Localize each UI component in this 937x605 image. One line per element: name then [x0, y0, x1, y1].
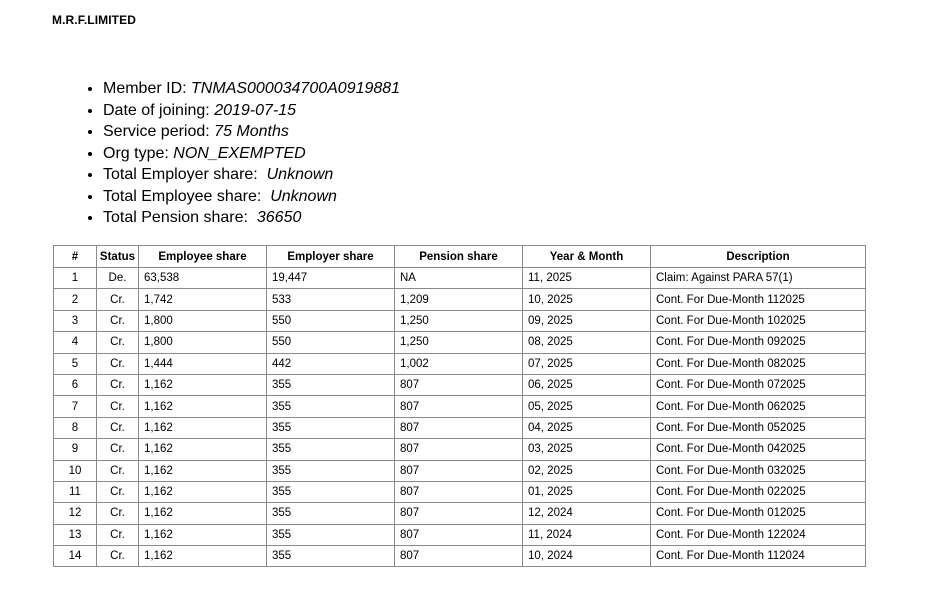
table-row: [54, 546, 866, 567]
cell-year-month: 10, 2024: [523, 546, 651, 567]
cell-year-month: 11, 2024: [523, 524, 651, 545]
cell-index: 7: [54, 396, 97, 417]
cell-description: Cont. For Due-Month 102025: [651, 310, 866, 331]
cell-employee-share: 1,162: [139, 396, 267, 417]
cell-employer-share: 355: [267, 396, 395, 417]
cell-pension-share: 807: [395, 417, 523, 438]
cell-year-month: 12, 2024: [523, 503, 651, 524]
cell-year-month: 02, 2025: [523, 460, 651, 481]
cell-employer-share: 355: [267, 439, 395, 460]
cell-status: Cr.: [97, 524, 139, 545]
cell-index: 3: [54, 310, 97, 331]
passbook-table: [53, 245, 866, 567]
cell-employee-share: 1,162: [139, 439, 267, 460]
cell-status: Cr.: [97, 481, 139, 502]
column-header-employee-share: Employee share: [139, 246, 267, 268]
cell-index: 8: [54, 417, 97, 438]
column-header-description: Description: [651, 246, 866, 268]
table-row: [54, 289, 866, 310]
cell-year-month: 01, 2025: [523, 481, 651, 502]
table-row: [54, 268, 866, 289]
cell-year-month: 07, 2025: [523, 353, 651, 374]
cell-status: Cr.: [97, 310, 139, 331]
cell-status: Cr.: [97, 417, 139, 438]
table-body: [54, 268, 866, 567]
column-header-status: Status: [97, 246, 139, 268]
table-row: [54, 332, 866, 353]
cell-pension-share: 1,209: [395, 289, 523, 310]
total-employer-share-item: [103, 164, 400, 186]
cell-status: Cr.: [97, 439, 139, 460]
cell-description: Cont. For Due-Month 022025: [651, 481, 866, 502]
cell-pension-share: NA: [395, 268, 523, 289]
cell-employee-share: 1,162: [139, 417, 267, 438]
cell-index: 6: [54, 374, 97, 395]
cell-employee-share: 63,538: [139, 268, 267, 289]
cell-employer-share: 19,447: [267, 268, 395, 289]
service-period-item: [103, 121, 400, 143]
cell-pension-share: 1,250: [395, 332, 523, 353]
cell-year-month: 08, 2025: [523, 332, 651, 353]
cell-employee-share: 1,162: [139, 460, 267, 481]
cell-description: Cont. For Due-Month 042025: [651, 439, 866, 460]
cell-employer-share: 442: [267, 353, 395, 374]
cell-status: Cr.: [97, 332, 139, 353]
cell-employer-share: 355: [267, 524, 395, 545]
member-details-list: [80, 78, 400, 229]
org-type-label: Org type:: [103, 144, 169, 162]
cell-year-month: 04, 2025: [523, 417, 651, 438]
cell-year-month: 10, 2025: [523, 289, 651, 310]
column-header-employer-share: Employer share: [267, 246, 395, 268]
date-of-joining-label: Date of joining:: [103, 101, 210, 119]
cell-pension-share: 807: [395, 439, 523, 460]
cell-pension-share: 807: [395, 396, 523, 417]
total-pension-share-value: 36650: [256, 209, 302, 226]
table-row: [54, 524, 866, 545]
cell-employee-share: 1,162: [139, 481, 267, 502]
cell-employee-share: 1,444: [139, 353, 267, 374]
cell-index: 12: [54, 503, 97, 524]
cell-employer-share: 550: [267, 332, 395, 353]
cell-index: 1: [54, 268, 97, 289]
service-period-value: 75 Months: [214, 123, 289, 140]
total-employer-share-value: Unknown: [266, 166, 334, 183]
cell-description: Cont. For Due-Month 092025: [651, 332, 866, 353]
cell-year-month: 05, 2025: [523, 396, 651, 417]
member-id-value: TNMAS000034700A0919881: [191, 80, 401, 97]
total-employee-share-item: [103, 186, 400, 208]
cell-index: 14: [54, 546, 97, 567]
cell-year-month: 03, 2025: [523, 439, 651, 460]
cell-description: Claim: Against PARA 57(1): [651, 268, 866, 289]
date-of-joining-item: [103, 100, 400, 122]
total-employer-share-label: Total Employer share:: [103, 166, 258, 183]
cell-status: Cr.: [97, 353, 139, 374]
cell-index: 2: [54, 289, 97, 310]
cell-description: Cont. For Due-Month 082025: [651, 353, 866, 374]
column-header-year-month: Year & Month: [523, 246, 651, 268]
table-row: [54, 374, 866, 395]
cell-description: Cont. For Due-Month 112024: [651, 546, 866, 567]
table-row: [54, 310, 866, 331]
cell-employee-share: 1,800: [139, 310, 267, 331]
cell-status: Cr.: [97, 396, 139, 417]
cell-year-month: 09, 2025: [523, 310, 651, 331]
table-row: [54, 417, 866, 438]
cell-index: 4: [54, 332, 97, 353]
cell-description: Cont. For Due-Month 122024: [651, 524, 866, 545]
cell-employer-share: 533: [267, 289, 395, 310]
cell-status: Cr.: [97, 503, 139, 524]
cell-employer-share: 550: [267, 310, 395, 331]
cell-description: Cont. For Due-Month 032025: [651, 460, 866, 481]
cell-employee-share: 1,162: [139, 524, 267, 545]
cell-employer-share: 355: [267, 460, 395, 481]
cell-status: Cr.: [97, 289, 139, 310]
cell-status: De.: [97, 268, 139, 289]
table-row: [54, 460, 866, 481]
table-row: [54, 439, 866, 460]
service-period-label: Service period:: [103, 123, 210, 140]
cell-employer-share: 355: [267, 417, 395, 438]
cell-index: 10: [54, 460, 97, 481]
company-name: M.R.F.LIMITED: [52, 13, 136, 27]
total-employee-share-value: Unknown: [270, 187, 337, 205]
column-header-index: #: [54, 246, 97, 268]
cell-pension-share: 807: [395, 524, 523, 545]
cell-employee-share: 1,162: [139, 546, 267, 567]
cell-index: 11: [54, 481, 97, 502]
cell-employee-share: 1,742: [139, 289, 267, 310]
cell-description: Cont. For Due-Month 062025: [651, 396, 866, 417]
total-pension-share-label: Total Pension share:: [103, 209, 248, 226]
cell-description: Cont. For Due-Month 112025: [651, 289, 866, 310]
cell-year-month: 06, 2025: [523, 374, 651, 395]
member-id-label: Member ID:: [103, 80, 187, 97]
cell-pension-share: 1,250: [395, 310, 523, 331]
cell-description: Cont. For Due-Month 072025: [651, 374, 866, 395]
cell-pension-share: 807: [395, 460, 523, 481]
cell-status: Cr.: [97, 546, 139, 567]
cell-description: Cont. For Due-Month 052025: [651, 417, 866, 438]
cell-pension-share: 807: [395, 481, 523, 502]
cell-employer-share: 355: [267, 546, 395, 567]
cell-index: 9: [54, 439, 97, 460]
cell-employer-share: 355: [267, 503, 395, 524]
cell-pension-share: 1,002: [395, 353, 523, 374]
org-type-item: [103, 143, 400, 165]
cell-description: Cont. For Due-Month 012025: [651, 503, 866, 524]
cell-index: 5: [54, 353, 97, 374]
cell-employer-share: 355: [267, 374, 395, 395]
cell-pension-share: 807: [395, 503, 523, 524]
cell-pension-share: 807: [395, 546, 523, 567]
table-header-row: [54, 246, 866, 268]
total-employee-share-label: Total Employee share:: [103, 187, 262, 205]
date-of-joining-value: 2019-07-15: [214, 101, 297, 119]
cell-employee-share: 1,800: [139, 332, 267, 353]
cell-pension-share: 807: [395, 374, 523, 395]
cell-employee-share: 1,162: [139, 374, 267, 395]
cell-status: Cr.: [97, 460, 139, 481]
cell-employer-share: 355: [267, 481, 395, 502]
cell-status: Cr.: [97, 374, 139, 395]
column-header-pension-share: Pension share: [395, 246, 523, 268]
table-row: [54, 396, 866, 417]
cell-index: 13: [54, 524, 97, 545]
org-type-value: NON_EXEMPTED: [173, 144, 306, 162]
member-id-item: [103, 78, 400, 100]
table-row: [54, 353, 866, 374]
cell-employee-share: 1,162: [139, 503, 267, 524]
cell-year-month: 11, 2025: [523, 268, 651, 289]
table-row: [54, 503, 866, 524]
table-row: [54, 481, 866, 502]
total-pension-share-item: [103, 207, 400, 229]
